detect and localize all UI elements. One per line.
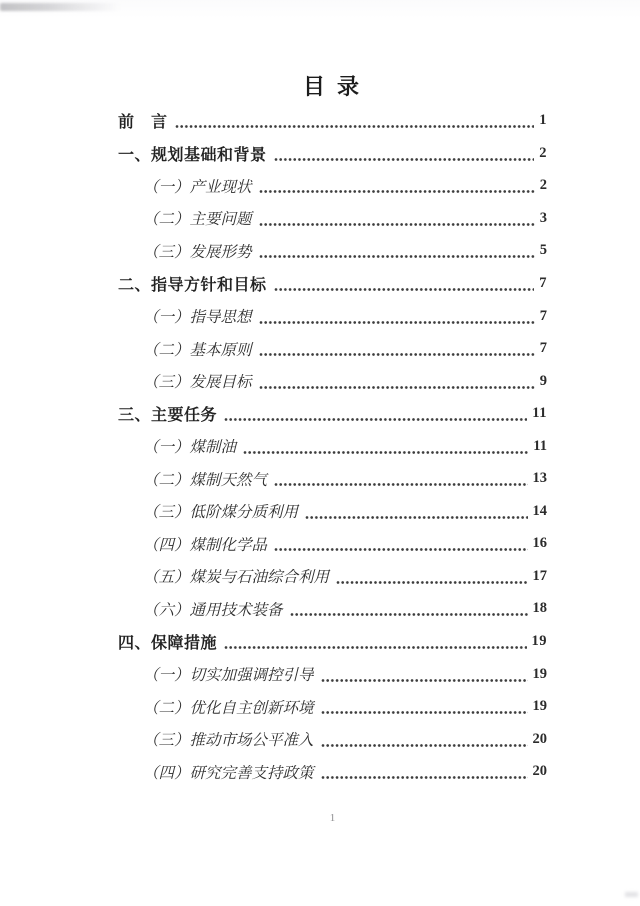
- toc-entry-page: 2: [539, 177, 547, 194]
- toc-list: [118, 105, 547, 788]
- page-number: 1: [329, 812, 336, 824]
- toc-entry-page: 18: [532, 600, 547, 617]
- dot-leader: [259, 352, 535, 357]
- dot-leader: [274, 482, 527, 487]
- toc-entry: [118, 430, 547, 463]
- toc-entry-label: （一）煤制油: [143, 439, 237, 457]
- dot-leader: [274, 157, 535, 162]
- toc-entry-label: 前 言: [118, 114, 168, 132]
- toc-entry: [118, 137, 547, 170]
- toc-entry: [118, 365, 547, 398]
- toc-entry-page: 16: [532, 535, 547, 552]
- toc-entry: [118, 105, 547, 138]
- toc-entry-label: （五）煤炭与石油综合利用: [143, 569, 330, 587]
- toc-entry: [118, 755, 547, 788]
- toc-entry-page: 11: [532, 405, 547, 422]
- toc-entry-page: 11: [533, 437, 547, 454]
- toc-entry-label: 四、保障措施: [118, 635, 218, 653]
- dot-leader: [175, 124, 535, 129]
- scan-artifact-bottom-right: [625, 892, 638, 897]
- toc-entry-label: （二）基本原则: [143, 341, 252, 359]
- toc-entry-page: 19: [532, 665, 547, 682]
- toc-entry-label: （六）通用技术装备: [143, 601, 283, 619]
- toc-entry: [118, 723, 547, 756]
- toc-entry-label: 一、规划基础和背景: [118, 146, 267, 164]
- toc-entry-page: 5: [539, 242, 547, 259]
- dot-leader: [336, 580, 527, 585]
- dot-leader: [259, 222, 535, 227]
- toc-entry-label: （三）发展目标: [143, 374, 252, 392]
- toc-entry-label: （一）产业现状: [143, 178, 252, 196]
- toc-entry-page: 20: [532, 763, 547, 780]
- toc-entry: [118, 690, 547, 723]
- dot-leader: [305, 515, 527, 520]
- toc-entry: [118, 593, 547, 626]
- toc-entry-label: （二）煤制天然气: [143, 471, 268, 489]
- dot-leader: [321, 678, 528, 683]
- toc-entry-label: （二）主要问题: [143, 211, 252, 229]
- toc-entry-label: （三）发展形势: [143, 243, 252, 261]
- toc-entry-page: 9: [539, 372, 547, 389]
- toc-entry-page: 14: [532, 502, 547, 519]
- dot-leader: [274, 547, 527, 552]
- toc-entry: [118, 463, 547, 496]
- toc-entry: [118, 300, 547, 333]
- toc-entry-label: （三）低阶煤分质利用: [143, 504, 299, 522]
- toc-entry: [118, 397, 547, 430]
- toc-entry: [118, 560, 547, 593]
- toc-entry-label: 三、主要任务: [118, 407, 218, 425]
- toc-content: [118, 0, 547, 788]
- toc-entry-label: （四）煤制化学品: [143, 536, 268, 554]
- toc-entry-page: 19: [531, 633, 547, 650]
- toc-title: 目 录: [302, 74, 363, 99]
- toc-entry-label: （二）优化自主创新环境: [143, 699, 314, 717]
- toc-entry-label: （四）研究完善支持政策: [143, 764, 314, 782]
- toc-entry-page: 1: [539, 112, 547, 129]
- dot-leader: [224, 645, 526, 650]
- dot-leader: [259, 254, 535, 259]
- toc-entry: [118, 528, 547, 561]
- toc-entry-label: （一）切实加强调控引导: [143, 667, 314, 685]
- toc-entry-label: 二、指导方针和目标: [118, 277, 267, 294]
- toc-entry-page: 19: [532, 698, 547, 715]
- toc-entry: [118, 332, 547, 365]
- toc-entry: [118, 202, 547, 235]
- toc-entry-label: （一）指导思想: [143, 309, 252, 327]
- dot-leader: [243, 450, 528, 455]
- toc-entry: [118, 267, 547, 300]
- toc-entry: [118, 625, 547, 658]
- toc-entry: [118, 495, 547, 528]
- dot-leader: [321, 775, 528, 780]
- dot-leader: [274, 287, 535, 292]
- toc-entry: [118, 658, 547, 691]
- toc-entry-page: 7: [539, 340, 547, 357]
- toc-entry-page: 7: [539, 275, 547, 291]
- toc-entry-page: 20: [532, 730, 547, 747]
- toc-entry-page: 7: [539, 307, 547, 324]
- dot-leader: [321, 743, 528, 748]
- toc-entry-page: 17: [532, 567, 547, 584]
- dot-leader: [224, 417, 527, 422]
- toc-entry: [118, 235, 547, 268]
- scan-artifact-top-left: [0, 3, 120, 11]
- toc-entry-page: 3: [539, 209, 547, 226]
- toc-entry-label: （三）推动市场公平准入: [143, 732, 314, 750]
- toc-entry: [118, 170, 547, 203]
- dot-leader: [290, 612, 528, 617]
- dot-leader: [321, 710, 528, 715]
- dot-leader: [259, 189, 535, 194]
- toc-entry-page: 2: [539, 144, 547, 161]
- dot-leader: [259, 320, 535, 325]
- toc-entry-page: 13: [532, 470, 547, 487]
- dot-leader: [259, 385, 535, 390]
